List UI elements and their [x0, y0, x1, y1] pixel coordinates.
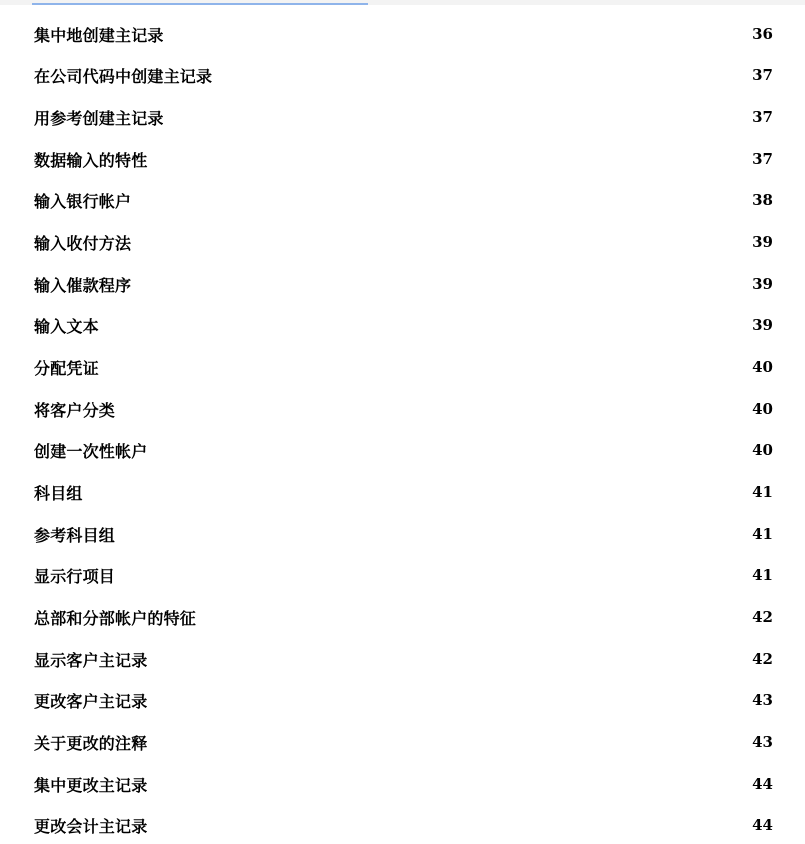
toc-entry[interactable]	[34, 147, 773, 171]
toc-entry-page: 40	[752, 358, 773, 376]
toc-entry[interactable]	[34, 522, 773, 546]
toc-entry-page: 38	[752, 191, 773, 209]
toc-entry[interactable]	[34, 105, 773, 129]
toc-entry-title: 显示行项目	[34, 566, 116, 586]
toc-entry-title: 集中更改主记录	[34, 775, 148, 795]
toc-entry-page: 42	[752, 650, 773, 668]
toc-entry-page: 43	[752, 733, 773, 751]
toc-entry-page: 36	[752, 25, 773, 43]
toc-entry-title: 将客户分类	[34, 400, 116, 420]
toc-entry[interactable]	[34, 397, 773, 421]
toc-entry-title: 输入银行帐户	[34, 191, 132, 211]
toc-entry-page: 39	[752, 275, 773, 293]
toc-entry[interactable]	[34, 438, 773, 462]
toc-entry[interactable]	[34, 188, 773, 212]
toc-entry[interactable]	[34, 563, 773, 587]
toc-entry-page: 37	[752, 108, 773, 126]
toc-entry-title: 参考科目组	[34, 525, 116, 545]
toc-entry-title: 数据输入的特性	[34, 150, 148, 170]
toc-entry-title: 分配凭证	[34, 358, 99, 378]
toc-entry-page: 40	[752, 441, 773, 459]
toc-entry[interactable]	[34, 63, 773, 87]
toc-entry[interactable]	[34, 230, 773, 254]
toc-entry-page: 37	[752, 150, 773, 168]
toc-entry-page: 37	[752, 66, 773, 84]
toc-entry[interactable]	[34, 688, 773, 712]
toc-entry[interactable]	[34, 272, 773, 296]
toc-entry[interactable]	[34, 772, 773, 796]
toc-entry-page: 44	[752, 816, 773, 834]
toc-entry-page: 43	[752, 691, 773, 709]
toc-entry[interactable]	[34, 647, 773, 671]
toc-entry-page: 42	[752, 608, 773, 626]
toc-entry[interactable]	[34, 480, 773, 504]
toc-entry-title: 总部和分部帐户的特征	[34, 608, 197, 628]
toc-entry-page: 41	[752, 525, 773, 543]
toc-entry[interactable]	[34, 313, 773, 337]
toc-entry-title: 显示客户主记录	[34, 650, 148, 670]
toc-entry[interactable]	[34, 22, 773, 46]
toc-entry-title: 在公司代码中创建主记录	[34, 66, 213, 86]
toc-entry-title: 用参考创建主记录	[34, 108, 164, 128]
toc-entry-title: 关于更改的注释	[34, 733, 148, 753]
toc-entry-title: 输入文本	[34, 316, 99, 336]
toc-entry-title: 更改会计主记录	[34, 816, 148, 836]
toc-entry-title: 集中地创建主记录	[34, 25, 164, 45]
toc-entry-page: 39	[752, 316, 773, 334]
toc-entry[interactable]	[34, 605, 773, 629]
toc-entry-page: 41	[752, 566, 773, 584]
toc-entry-page: 44	[752, 775, 773, 793]
toc-entry-title: 科目组	[34, 483, 83, 503]
toc-entry[interactable]	[34, 813, 773, 837]
toc-entry[interactable]	[34, 355, 773, 379]
toc-entry-page: 40	[752, 400, 773, 418]
toc-entry-title: 更改客户主记录	[34, 691, 148, 711]
toc-entry[interactable]	[34, 730, 773, 754]
toc-entry-page: 41	[752, 483, 773, 501]
toc-entry-page: 39	[752, 233, 773, 251]
toc-entry-title: 输入收付方法	[34, 233, 132, 253]
toc-entry-title: 输入催款程序	[34, 275, 132, 295]
toc-entry-title: 创建一次性帐户	[34, 441, 148, 461]
